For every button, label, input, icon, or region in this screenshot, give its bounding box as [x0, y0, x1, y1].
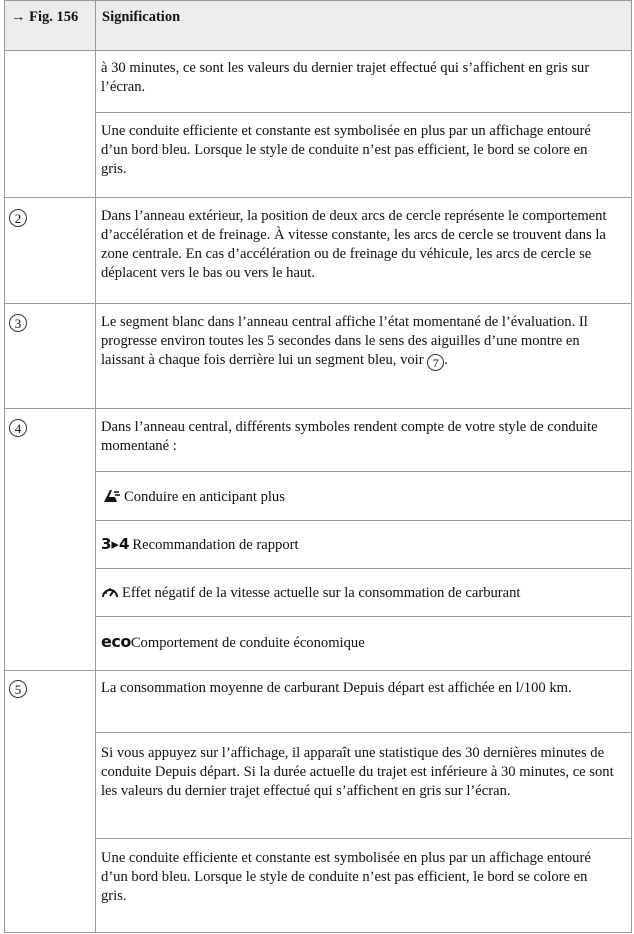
symbol-row-anticipate: [101, 487, 616, 507]
row-cont-text-2: Une conduite efficiente et constante est symbolisée en plus par un affichage entouré d’un bord bleu. Lorsque le style de conduite n’est pas efficient, le bord se colore en gris.: [101, 123, 591, 177]
header-signification: Signification: [102, 9, 181, 25]
divider: [5, 670, 631, 671]
eco-icon: eco: [101, 632, 131, 651]
divider: [5, 303, 631, 304]
gear-shift-icon: 3▸4: [101, 535, 130, 553]
anticipate-icon: [101, 487, 121, 506]
symbol-row-speed: [101, 583, 616, 603]
callout-4: 4: [9, 419, 27, 437]
row-4-text: Dans l’anneau central, différents symboles rendent compte de votre style de conduite momentané :: [101, 419, 598, 454]
row-2-text: Dans l’anneau extérieur, la position de deux arcs de cercle représente le comportement d’accélération et de freinage. À vitesse constante, les arcs de cercle se trouvent dans la zone centrale. En cas d’accélération ou de freinage du véhicule, les arcs de cercle se déplacent vers le bas ou vers le haut.: [101, 208, 607, 281]
symbol-label-speed: Effet négatif de la vitesse actuelle sur la consommation de carburant: [122, 585, 521, 601]
row-cont-text-1: à 30 minutes, ce sont les valeurs du dernier trajet effectué qui s’affichent en gris sur l’écran.: [101, 60, 590, 95]
symbol-row-gear: [101, 535, 616, 555]
row-5-text-1: La consommation moyenne de carburant Depuis départ est affichée en l/100 km.: [101, 680, 572, 696]
header-fig-ref: → Fig. 156: [11, 9, 79, 25]
row-5-text-3: Une conduite efficiente et constante est symbolisée en plus par un affichage entouré d’un bord bleu. Lorsque le style de conduite n’est pas efficient, le bord se colore en gris.: [101, 850, 591, 904]
divider: [5, 197, 631, 198]
divider: [96, 568, 631, 569]
callout-5: 5: [9, 680, 27, 698]
symbol-row-eco: [101, 632, 616, 653]
row-5-text-2: Si vous appuyez sur l’affichage, il apparaît une statistique des 30 dernières minutes de conduite Depuis départ. Si la durée actuelle du trajet est inférieure à 30 minutes, ce sont les valeurs du dernier trajet effectué qui s’affichent en gris sur l’écran.: [101, 745, 614, 799]
divider: [96, 616, 631, 617]
signification-table: [4, 0, 632, 933]
row-3-body: Le segment blanc dans l’anneau central affiche l’état momentané de l’évaluation. Il progresse environ toutes les 5 secondes dans le sens des aiguilles d’une montre en laissant à chaque fois derrière lui un segment bleu, voir: [101, 314, 588, 368]
symbol-label-eco: Comportement de conduite économique: [130, 635, 365, 651]
divider: [96, 471, 631, 472]
callout-2: 2: [9, 209, 27, 227]
divider: [96, 520, 631, 521]
divider: [5, 408, 631, 409]
row-3-end: .: [444, 352, 448, 368]
symbol-label-gear: Recommandation de rapport: [132, 537, 299, 553]
divider: [96, 838, 631, 839]
symbol-label-anticipate: Conduire en anticipant plus: [124, 489, 285, 505]
callout-3: 3: [9, 314, 27, 332]
callout-ref-7: 7: [427, 354, 444, 371]
divider: [96, 112, 631, 113]
column-divider: [95, 1, 96, 932]
row-3-text: [101, 313, 616, 371]
table-header: [5, 1, 631, 51]
speedometer-icon: [101, 583, 119, 602]
divider: [96, 732, 631, 733]
